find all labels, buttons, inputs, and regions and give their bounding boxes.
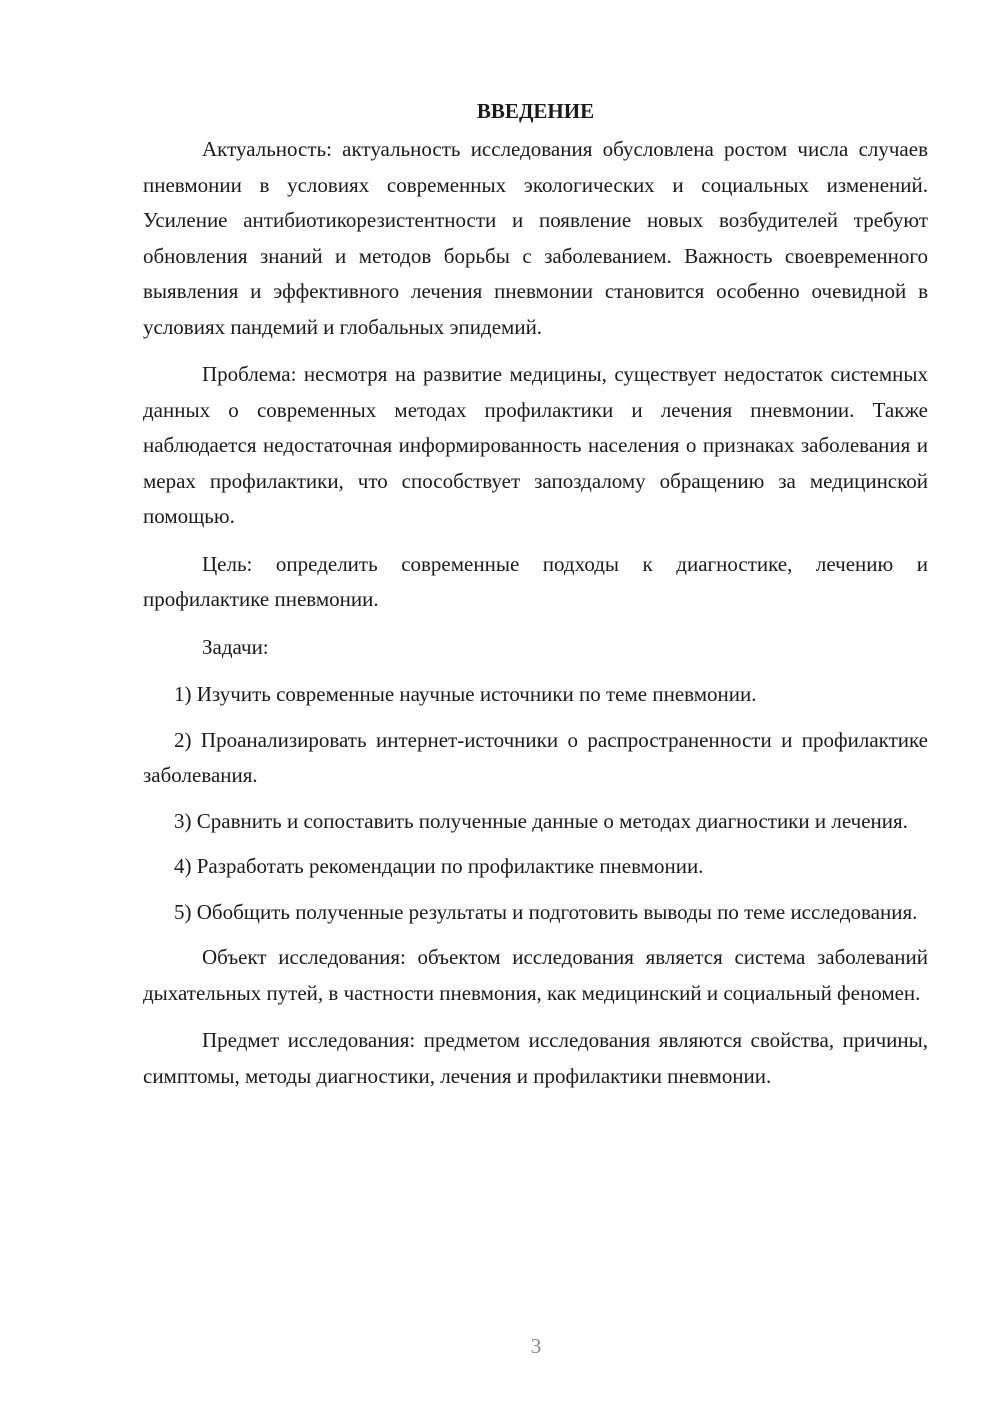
page-number: 3: [530, 1334, 542, 1358]
problem-paragraph: Проблема: несмотря на развитие медицины, существует недостаток системных данных о современных методах профилактики и лечения пневмонии. Также наблюдается недостаточная информированность населения о признаках заболевания и мерах профилактики, что способствует запоздалому обращению за медицинской помощью.: [143, 362, 928, 528]
subject-paragraph: Предмет исследования: предметом исследования являются свойства, причины, симптомы, методы диагностики, лечения и профилактики пневмонии.: [143, 1028, 928, 1088]
section-heading: ВВЕДЕНИЕ: [476, 99, 595, 123]
document-page: [143, 96, 928, 1106]
task-item: 2) Проанализировать интернет-источники о распространенности и профилактике заболевания.: [143, 727, 928, 787]
task-item: 3) Сравнить и сопоставить полученные данные о методах диагностики и лечения.: [174, 808, 908, 833]
object-paragraph: Объект исследования: объектом исследования является система заболеваний дыхательных путей, в частности пневмония, как медицинский и социальный феномен.: [143, 945, 928, 1005]
task-item: 1) Изучить современные научные источники по теме пневмонии.: [174, 682, 757, 706]
goal-paragraph: Цель: определить современные подходы к диагностике, лечению и профилактике пневмонии.: [143, 551, 928, 611]
task-item: 5) Обобщить полученные результаты и подготовить выводы по теме исследования.: [174, 899, 918, 924]
relevance-paragraph: Актуальность: актуальность исследования обусловлена ростом числа случаев пневмонии в условиях современных экологических и социальных изменений. Усиление антибиотикорезистентности и появление новых возбудителей требуют обновления знаний и методов борьбы с заболеванием. Важность своевременного выявления и эффективного лечения пневмонии становится особенно очевидной в условиях пандемий и глобальных эпидемий.: [143, 137, 928, 339]
tasks-label: Задачи:: [202, 634, 269, 659]
task-item: 4) Разработать рекомендации по профилактике пневмонии.: [174, 854, 704, 878]
